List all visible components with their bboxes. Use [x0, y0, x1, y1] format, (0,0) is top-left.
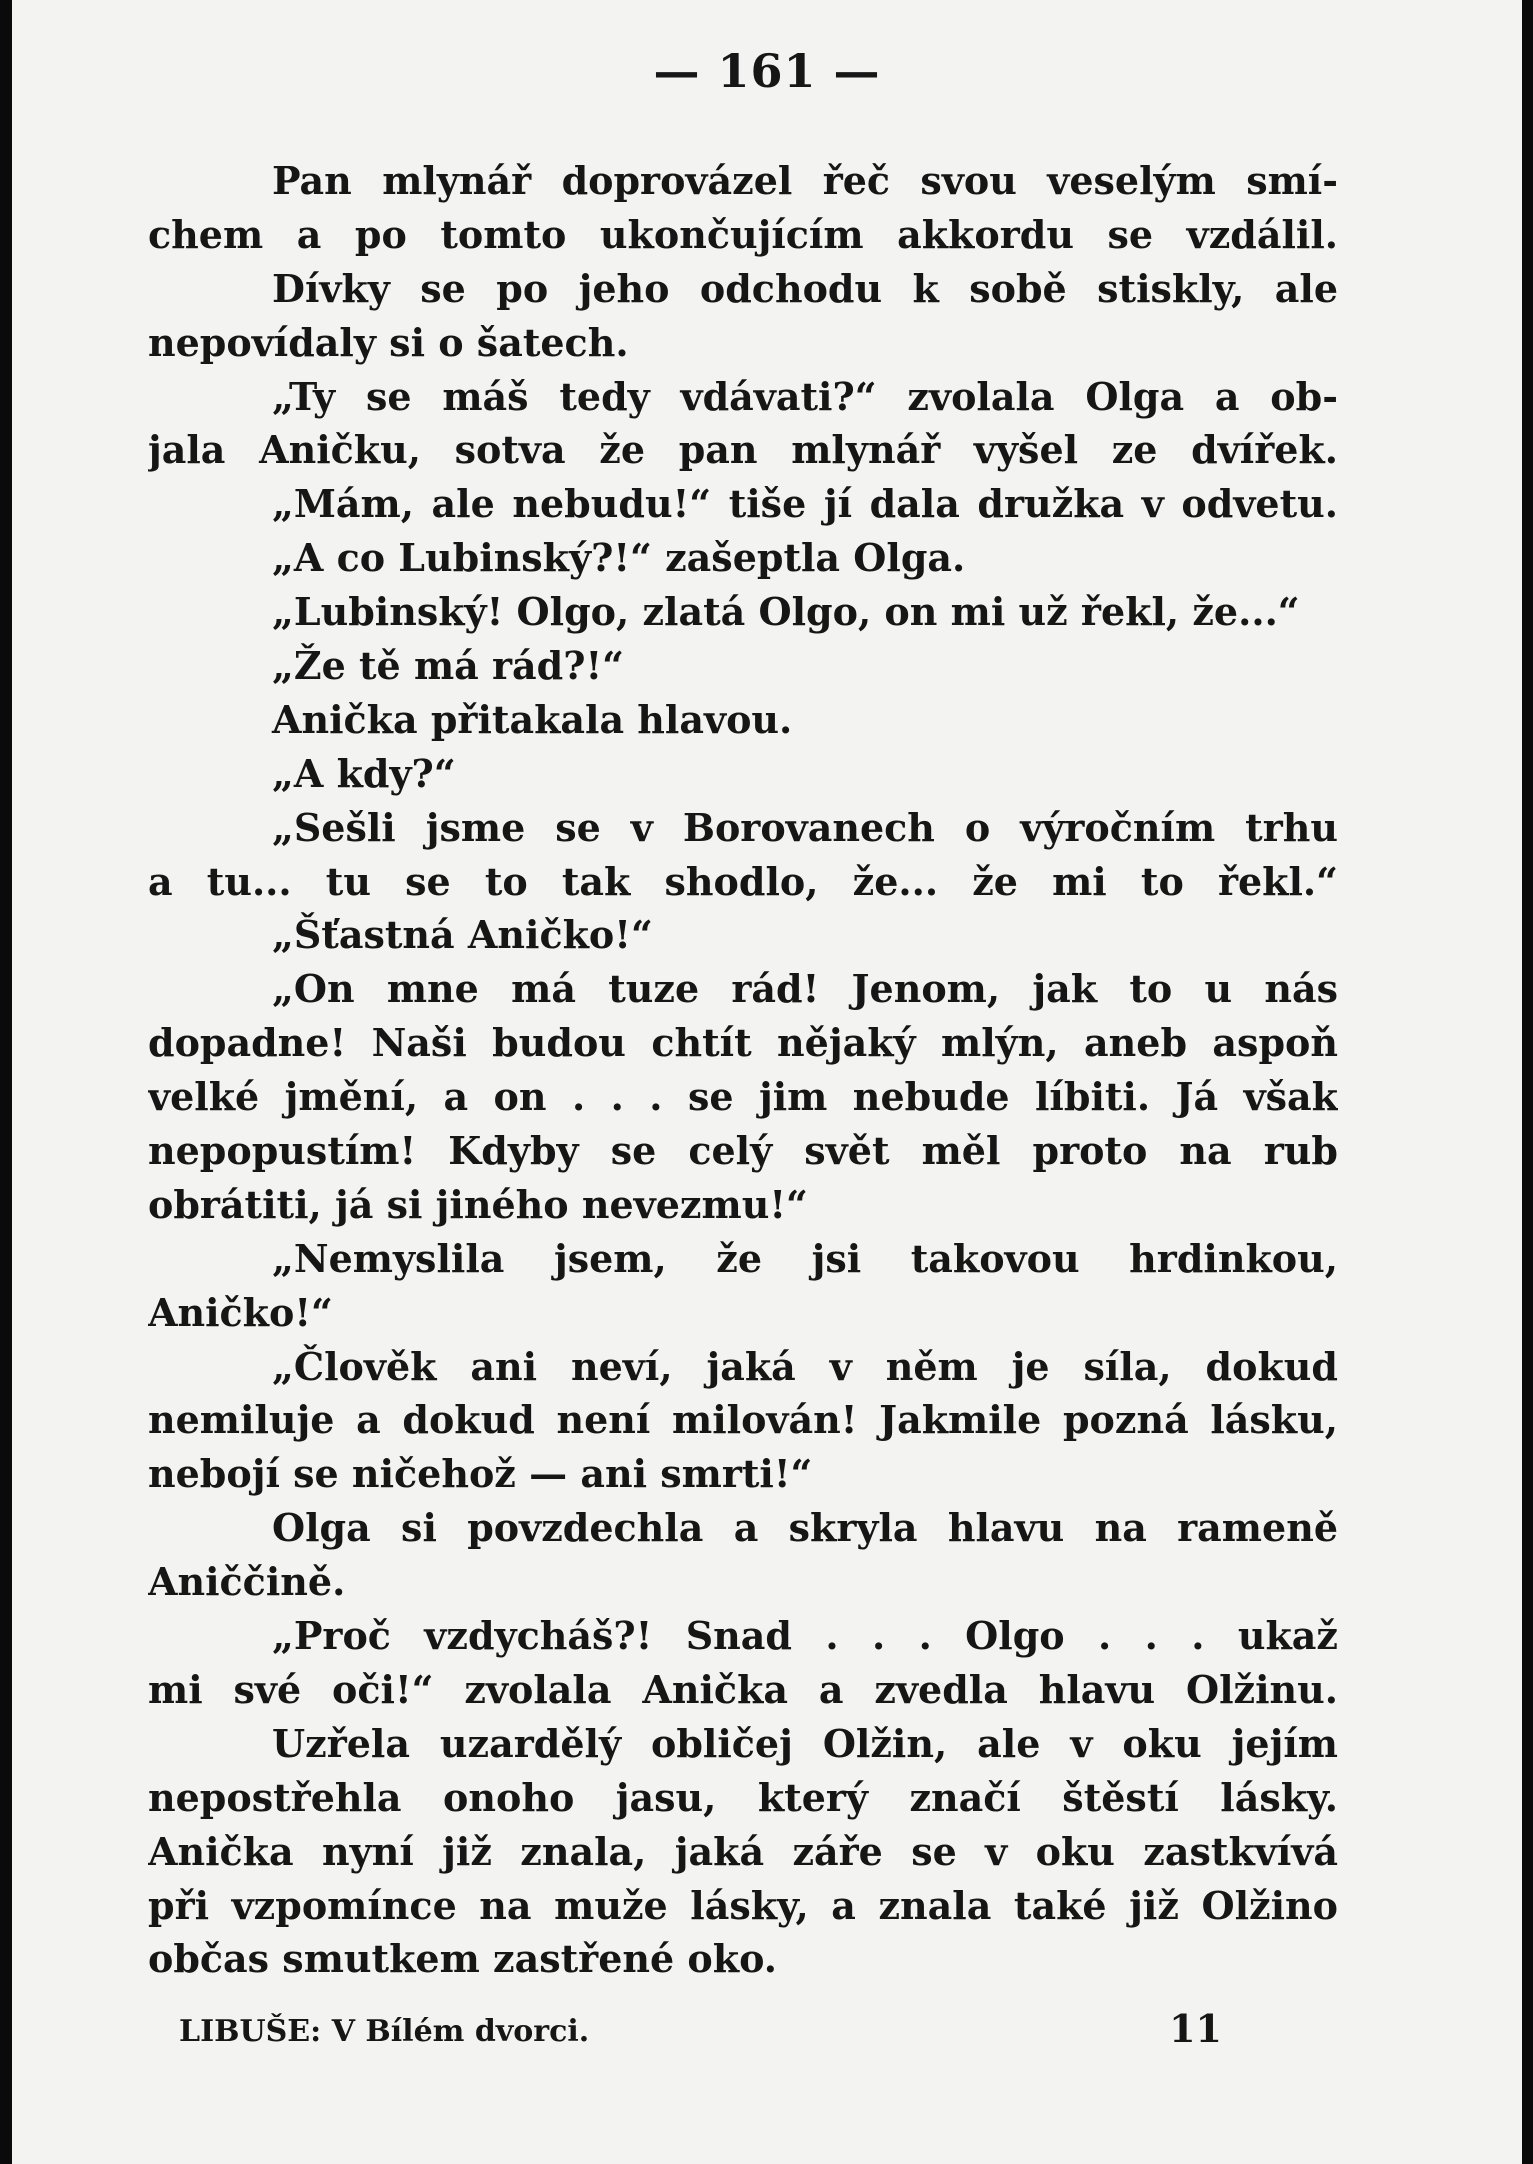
text-line: „Šťastná Aničko!“ — [272, 912, 653, 958]
text-line: Aničko!“ — [148, 1289, 333, 1335]
text-line: „Mám, ale nebudu!“ tiše jí dala družka v odvetu. — [272, 481, 1338, 527]
text-line: velké jmění, a on . . . se jim nebude líbiti. Já však — [148, 1074, 1338, 1120]
text-line: Pan mlynář doprovázel řeč svou veselým smí- — [272, 158, 1338, 203]
text-line: nepostřehla onoho jasu, který značí štěstí lásky. — [148, 1774, 1338, 1820]
text-line: „Nemyslila jsem, že jsi takovou hrdinkou, — [272, 1235, 1338, 1281]
text-line: nepovídaly si o šatech. — [148, 319, 629, 365]
text-line: Dívky se po jeho odchodu k sobě stiskly, ale — [272, 265, 1338, 311]
text-line: „A kdy?“ — [272, 750, 456, 796]
text-line: Aniččině. — [148, 1559, 346, 1605]
text-line: obrátiti, já si jiného nevezmu!“ — [148, 1181, 808, 1227]
text-line: Olga si povzdechla a skryla hlavu na rameně — [272, 1505, 1338, 1551]
text-line: dopadne! Naši budou chtít nějaký mlýn, aneb aspoň — [148, 1020, 1338, 1066]
text-line: „Člověk ani neví, jaká v něm je síla, dokud — [272, 1343, 1338, 1389]
text-line: „On mne má tuze rád! Jenom, jak to u nás — [272, 966, 1338, 1012]
sheet-number: 11 — [1169, 2006, 1222, 2051]
text-line: „Že tě má rád?!“ — [272, 643, 625, 689]
text-line: „A co Lubinský?!“ zašeptla Olga. — [272, 535, 966, 581]
text-line: nepopustím! Kdyby se celý svět měl proto na rub — [148, 1128, 1338, 1174]
text-line: chem a po tomto ukončujícím akkordu se vzdálil. — [148, 211, 1338, 257]
text-line: Anička přitakala hlavou. — [272, 696, 793, 742]
text-line: při vzpomínce na muže lásky, a znala také již Olžino — [148, 1882, 1338, 1928]
text-line: „Lubinský! Olgo, zlatá Olgo, on mi už řekl, že...“ — [272, 589, 1300, 635]
text-line: jala Aničku, sotva že pan mlynář vyšel ze dvířek. — [148, 427, 1338, 473]
text-line: občas smutkem zastřené oko. — [148, 1936, 777, 1982]
text-line: „Sešli jsme se v Borovanech o výročním trhu — [272, 804, 1338, 850]
text-line: Uzřela uzardělý obličej Olžin, ale v oku jejím — [272, 1720, 1338, 1766]
page-number: — 161 — — [653, 44, 881, 98]
text-line: „Ty se máš tedy vdávati?“ zvolala Olga a ob- — [272, 373, 1338, 419]
book-page — [12, 0, 1522, 2164]
text-line: nebojí se ničehož — ani smrti!“ — [148, 1451, 813, 1497]
body-text — [148, 154, 1338, 1986]
text-line: mi své oči!“ zvolala Anička a zvedla hlavu Olžinu. — [148, 1666, 1338, 1712]
text-line: Anička nyní již znala, jaká záře se v oku zastkvívá — [148, 1828, 1338, 1874]
text-line: nemiluje a dokud není milován! Jakmile pozná lásku, — [148, 1397, 1338, 1443]
text-line: „Proč vzdycháš?! Snad . . . Olgo . . . ukaž — [272, 1613, 1338, 1659]
footer-signature: LIBUŠE: V Bílém dvorci. — [179, 2014, 590, 2049]
text-line: a tu... tu se to tak shodlo, že... že mi to řekl.“ — [148, 858, 1338, 904]
